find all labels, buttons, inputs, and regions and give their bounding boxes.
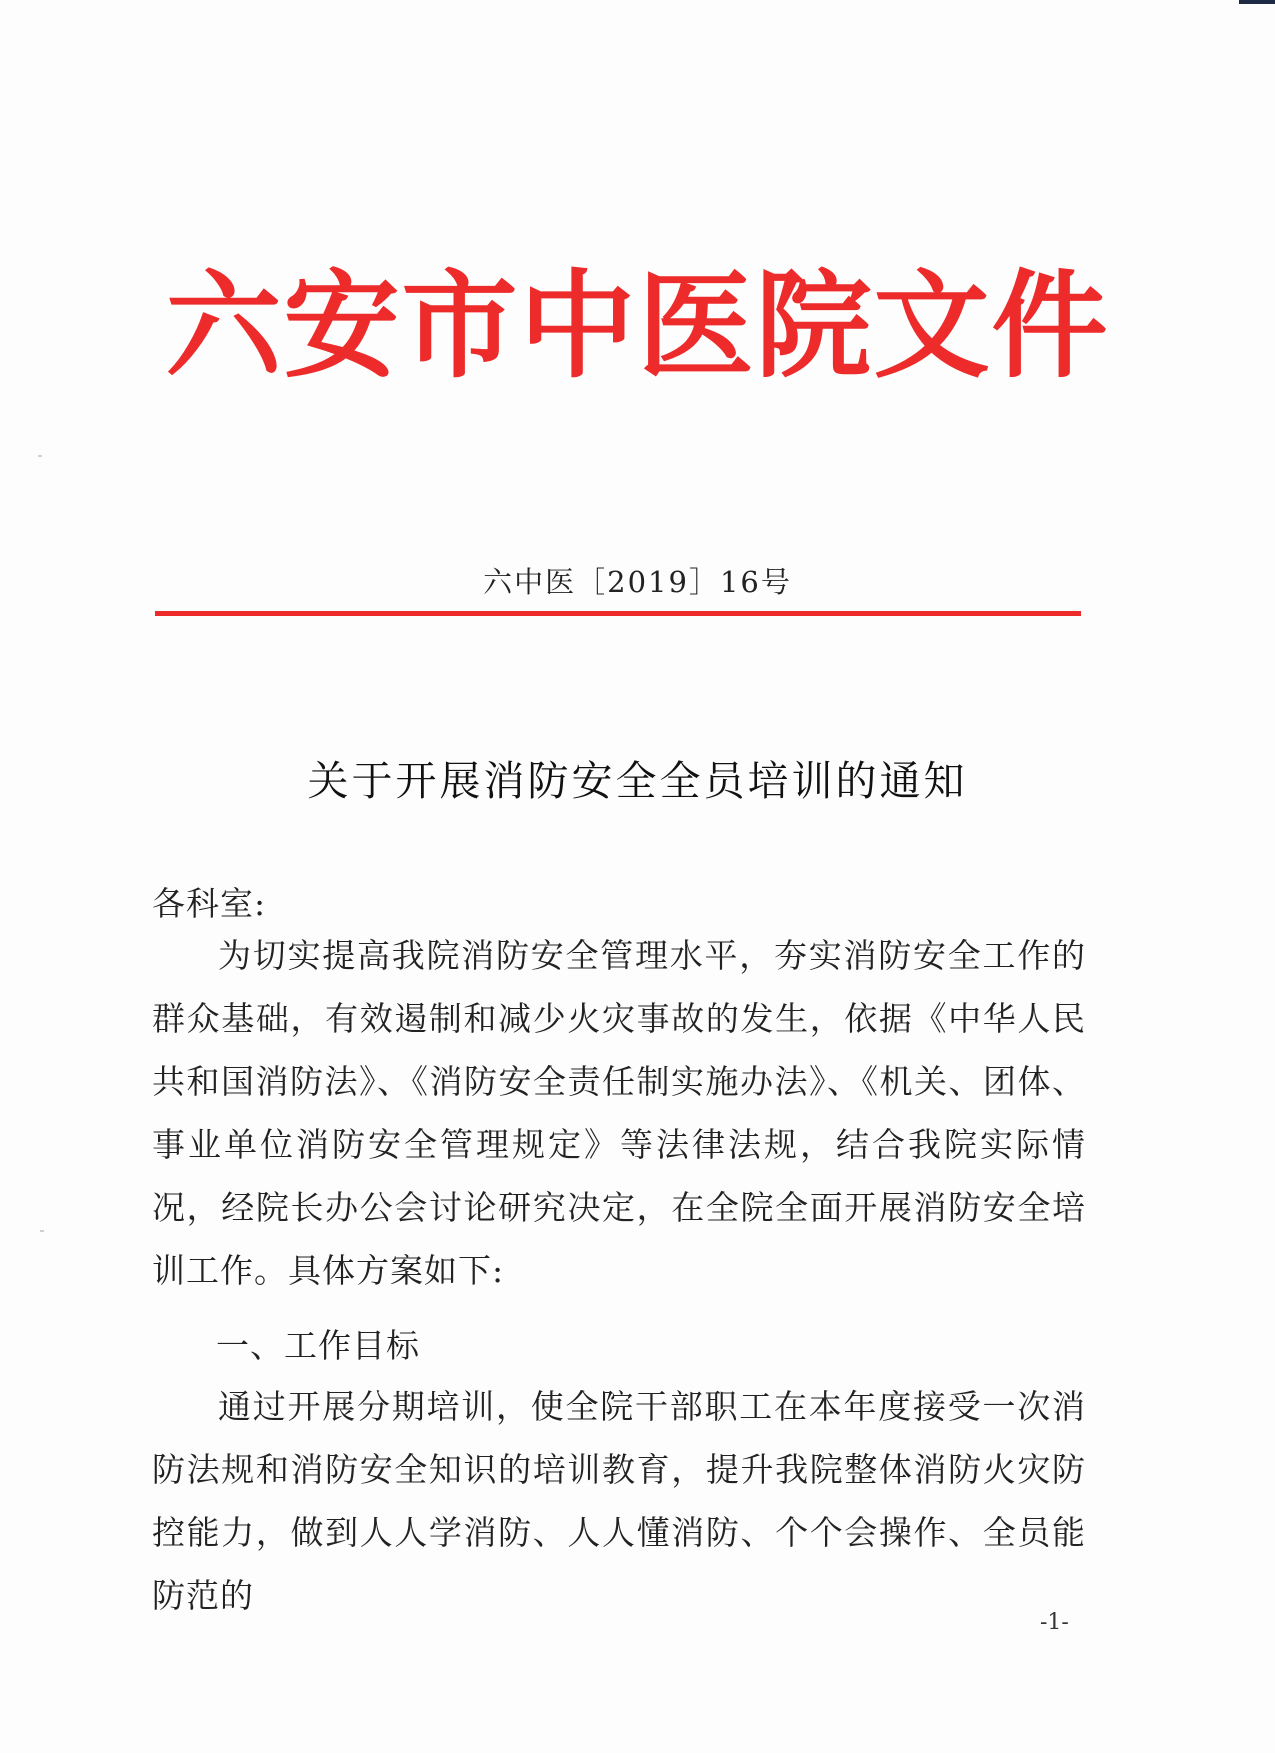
document-header-title: 六安市中医院文件 xyxy=(165,258,1110,394)
salutation: 各科室: xyxy=(152,884,267,923)
scan-speck xyxy=(40,1230,44,1232)
header-divider-line xyxy=(155,611,1081,616)
document-subject: 关于开展消防安全全员培训的通知 xyxy=(307,757,968,805)
body-paragraph: 为切实提高我院消防安全管理水平，夯实消防安全工作的群众基础，有效遏制和减少火灾事故的发生，依据《中华人民共和国消防法》、《消防安全责任制实施办法》、《机关、团体、事业单位消防安全管理规定》等法律法规，结合我院实际情况，经院长办公会讨论研究决定，在全院全面开展消防安全培训工作。具体方案如下: xyxy=(152,936,1086,1290)
scan-speck xyxy=(38,455,42,457)
page-number: -1- xyxy=(1040,1610,1069,1635)
document-number: 六中医［2019］16号 xyxy=(483,565,792,599)
scan-corner-mark xyxy=(1239,0,1275,4)
body-paragraph: 通过开展分期培训，使全院干部职工在本年度接受一次消防法规和消防安全知识的培训教育，提升我院整体消防火灾防控能力，做到人人学消防、人人懂消防、个个会操作、全员能防范的 xyxy=(152,1387,1086,1615)
section-heading: 一、工作目标 xyxy=(216,1326,420,1365)
